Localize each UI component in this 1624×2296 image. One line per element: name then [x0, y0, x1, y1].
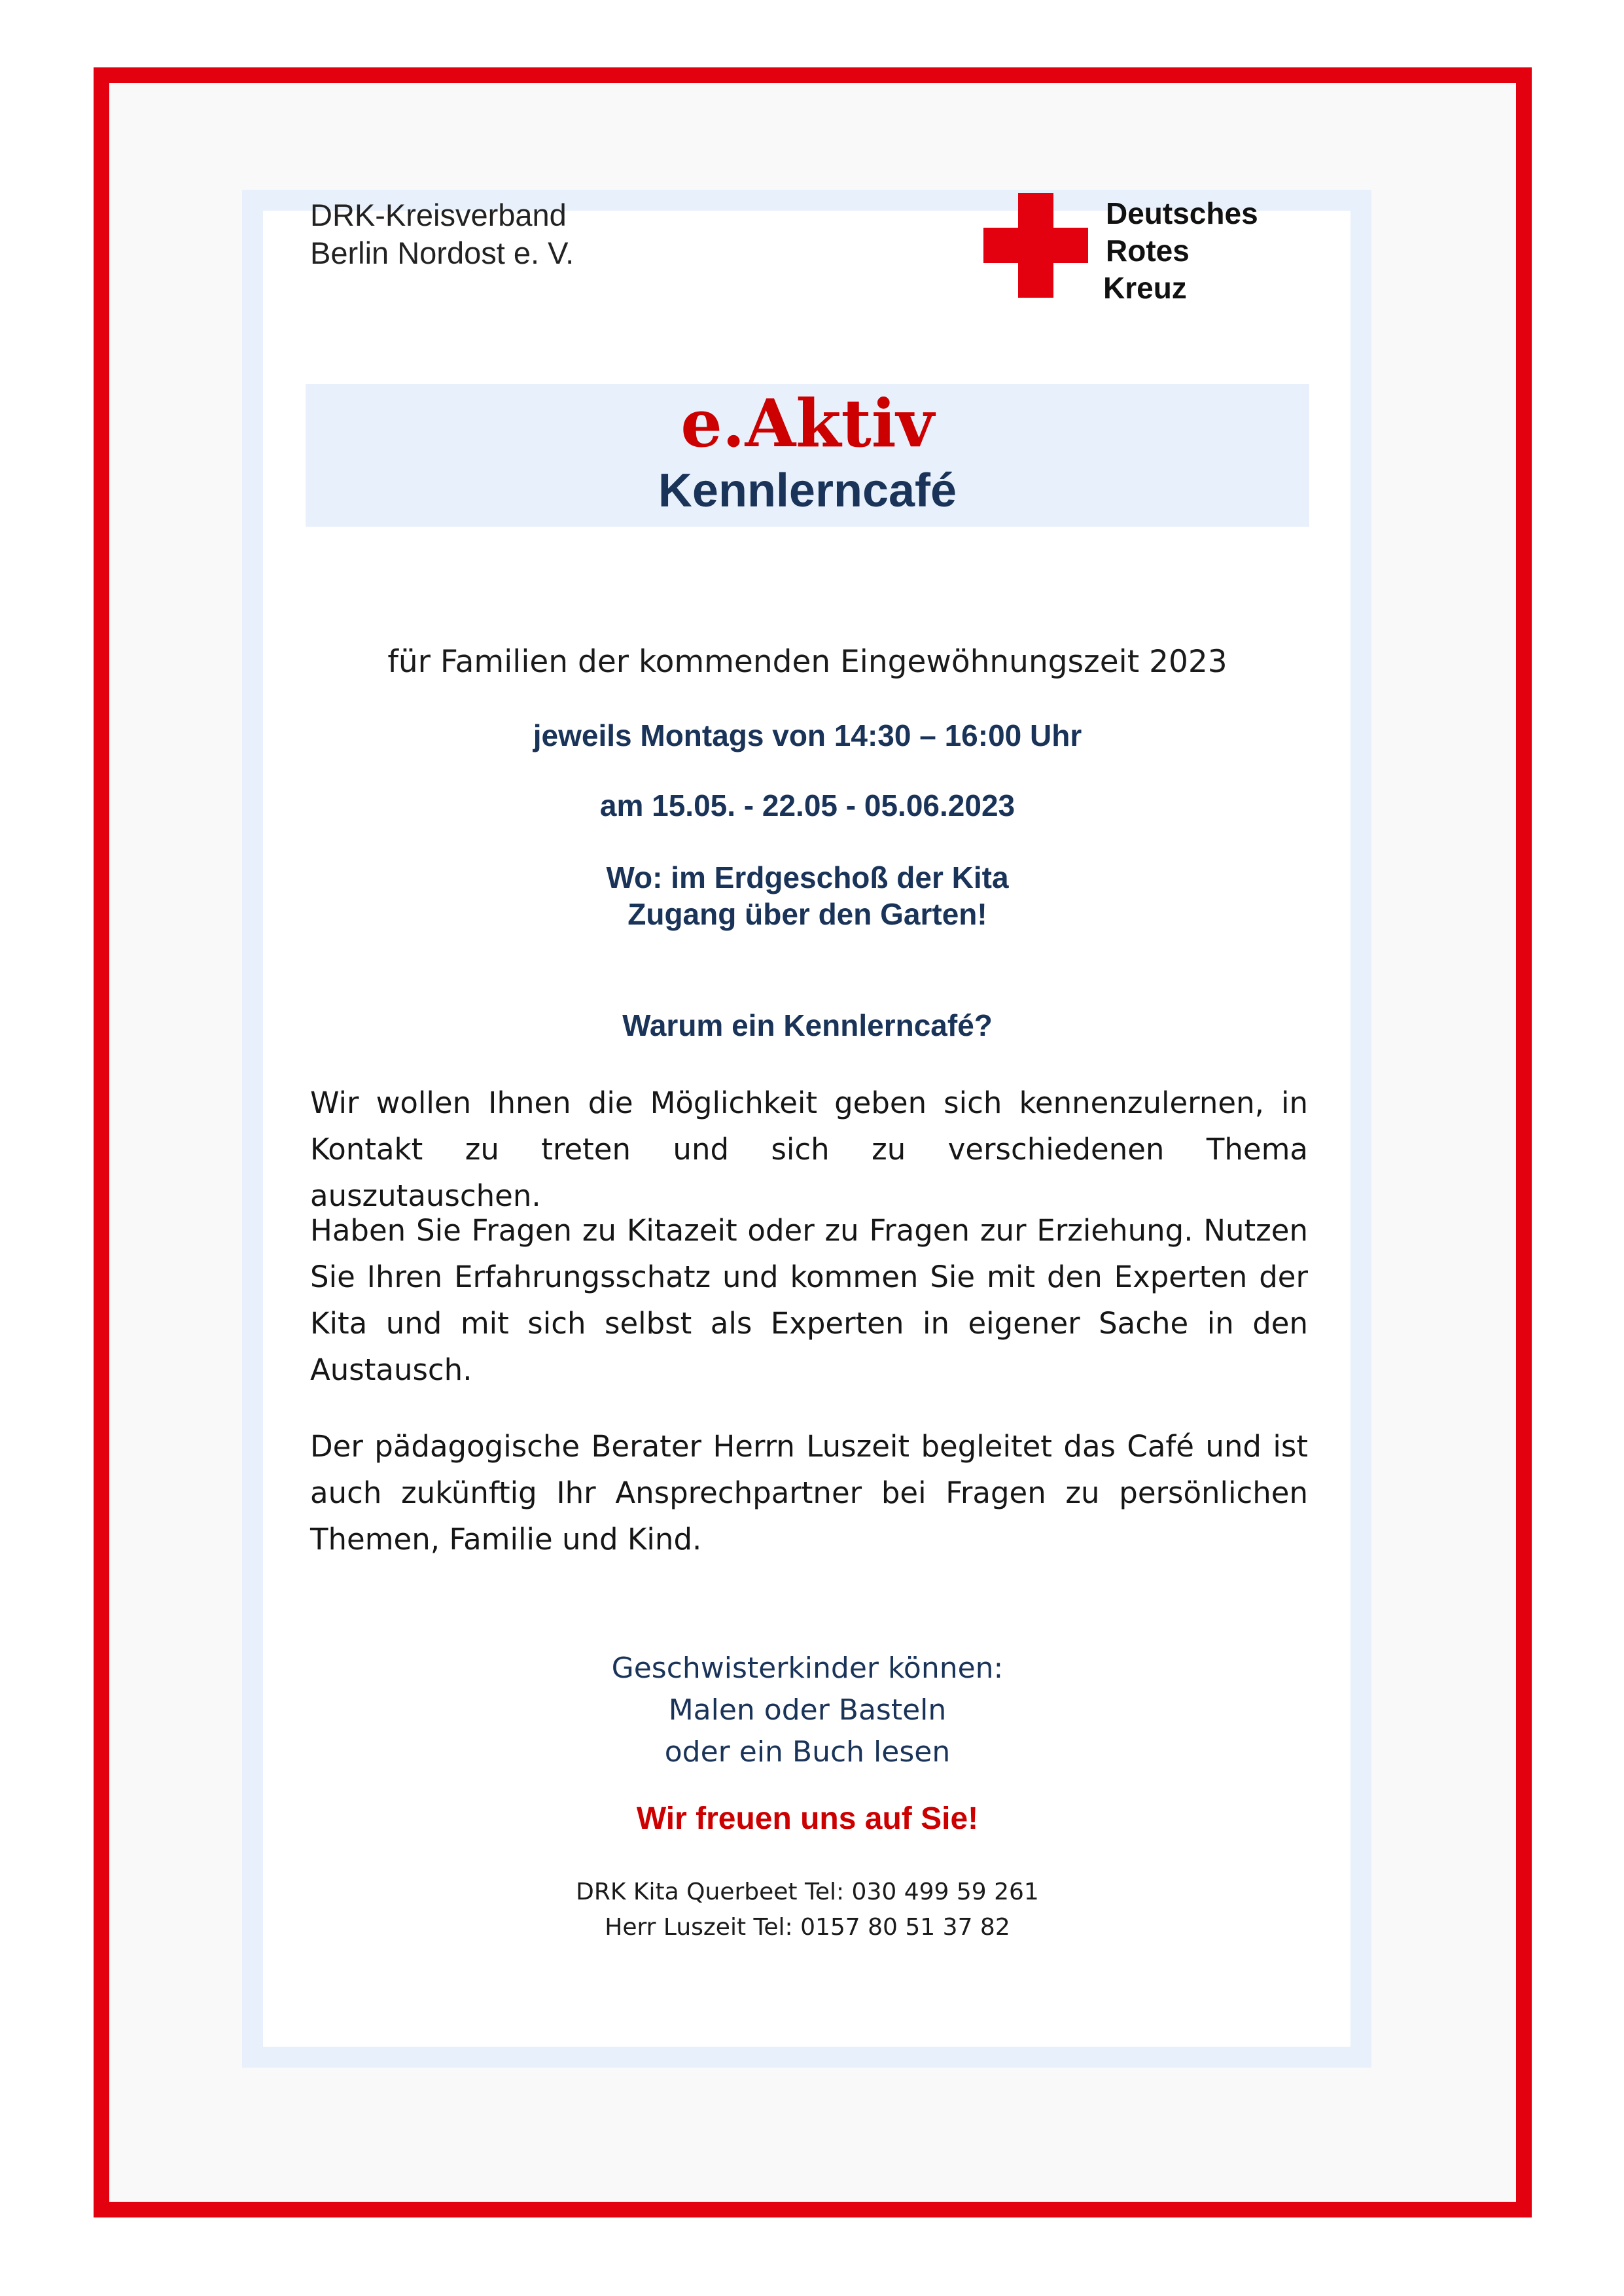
location-line: Wo: im Erdgeschoß der Kita	[606, 860, 1009, 894]
contact-luszeit: Herr Luszeit Tel: 0157 80 51 37 82	[605, 1914, 1010, 1941]
title-kennlerncafe: Kennlerncafé	[658, 465, 957, 517]
logo-word-kreuz: Kreuz	[1103, 271, 1187, 305]
intro-line: für Familien der kommenden Eingewöhnungszeit 2023	[387, 644, 1227, 680]
siblings-line-3: oder ein Buch lesen	[664, 1735, 951, 1769]
contact-kita: DRK Kita Querbeet Tel: 030 499 59 261	[576, 1879, 1039, 1905]
dates-line: am 15.05. - 22.05 - 05.06.2023	[599, 788, 1015, 822]
org-name-line1: DRK-Kreisverband	[310, 198, 567, 232]
siblings-line-1: Geschwisterkinder können:	[611, 1651, 1004, 1685]
siblings-line-2: Malen oder Basteln	[668, 1693, 947, 1727]
closing-line: Wir freuen uns auf Sie!	[636, 1801, 979, 1836]
schedule-line: jeweils Montags von 14:30 – 16:00 Uhr	[533, 718, 1082, 752]
paragraph-3: Der pädagogische Berater Herrn Luszeit begleitet das Café und ist auch zukünftig Ihr Ansprechpartner bei Fragen zu persönlichen Themen, Familie und Kind.	[310, 1429, 1308, 1557]
paragraph-2: Haben Sie Fragen zu Kitazeit oder zu Fragen zur Erziehung. Nutzen Sie Ihren Erfahrungsschatz und kommen Sie mit den Experten der Kita und mit sich selbst als Experten in eigener Sache in den Austausch.	[310, 1213, 1308, 1387]
drk-logo-text	[1103, 195, 1258, 307]
title-banner	[306, 384, 1309, 527]
logo-word-deutsches: Deutsches	[1106, 196, 1258, 230]
logo-word-rotes: Rotes	[1106, 234, 1190, 268]
org-name	[310, 196, 574, 272]
org-name-line2: Berlin Nordost e. V.	[310, 236, 574, 270]
section-heading: Warum ein Kennlerncafé?	[622, 1008, 993, 1042]
access-line: Zugang über den Garten!	[627, 897, 987, 931]
paragraph-1: Wir wollen Ihnen die Möglichkeit geben sich kennenzulernen, in Kontakt zu treten und sich zu verschiedenen Thema auszutauschen.	[310, 1086, 1308, 1213]
red-cross-icon	[983, 193, 1088, 298]
title-eaktiv: e.Aktiv	[680, 385, 934, 462]
